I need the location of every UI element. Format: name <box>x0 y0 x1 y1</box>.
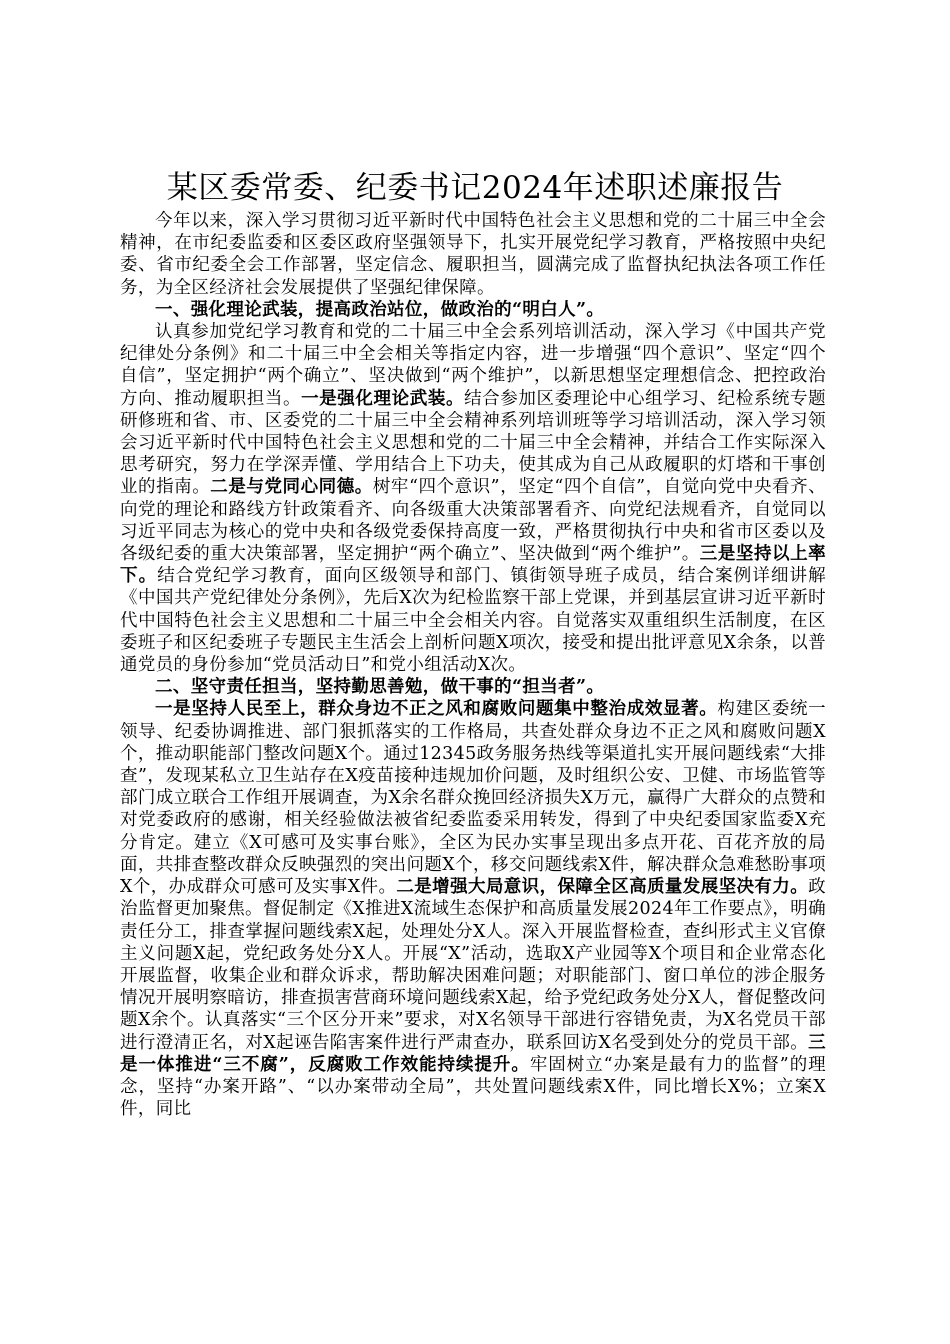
section-1-heading: 一、强化理论武装，提高政治站位，做政治的“明白人”。 <box>155 299 605 320</box>
section-2-point-3: 三是一体推进“三不腐”，反腐败工作效能持续提升。 <box>120 1032 826 1075</box>
section-1-text-3: 树牢“四个意识”，坚定“四个自信”，自觉向党中央看齐、向党的理论和路线方针政策看齐、向各级重大决策部署看齐、向党纪法规看齐，自觉同以习近平同志为核心的党中央和各级党委保持高度一致，严格贯彻执行中央和省市区委以及各级纪委的重大决策部署，坚定拥护“两个确立”、坚决做到“两个维护”。 <box>120 477 826 565</box>
section-1-text-4: 结合党纪学习教育，面向区级领导和部门、镇街领导班子成员，结合案例详细讲解《中国共产党纪律处分条例》，先后X次为纪检监察干部上党课，并到基层宣讲习近平新时代中国特色社会主义思想和二十届三中全会相关内容。自觉落实双重组织生活制度，在区委班子和区纪委班子专题民主生活会上剖析问题X项次，接受和提出批评意见X余条，以普通党员的身份参加“党员活动日”和党小组活动X次。 <box>120 566 826 676</box>
section-2-paragraph <box>120 698 826 1120</box>
section-1-paragraph <box>120 321 826 676</box>
section-1-text-2: 结合参加区委理论中心组学习、纪检系统专题研修班和省、市、区委党的二十届三中全会精神系列培训班等学习培训活动，深入学习领会习近平新时代中国特色社会主义思想和党的二十届三中全会精神，并结合工作实际深入思考研究，努力在学深弄懂、学用结合上下功夫，使其成为自己从政履职的灯塔和干事创业的指南。 <box>120 388 826 498</box>
section-2-text-3: 牢固树立“办案是最有力的监督”的理念，坚持“办案开路”、“以办案带动全局”，共处置问题线索X件，同比增长X%；立案X件，同比 <box>120 1054 827 1120</box>
section-1-point-1: 一是强化理论武装。 <box>301 388 465 409</box>
section-2-point-1: 一是坚持人民至上，群众身边不正之风和腐败问题集中整治成效显著。 <box>155 699 718 720</box>
section-2-text-2: 政治监督更加聚焦。督促制定《X推进X流域生态保护和高质量发展2024年工作要点》，明确责任分工，排查掌握问题线索X起，处理处分X人。深入开展监督检查，查纠形式主义官僚主义问题X起，党纪政务处分X人。开展“X”活动，选取X产业园等X个项目和企业常态化开展监督，收集企业和群众诉求，帮助解决困难问题；对职能部门、窗口单位的涉企服务情况开展明察暗访，排查损害营商环境问题线索X起，给予党纪政务处分X人，督促整改问题X余个。认真落实“三个区分开来”要求，对X名领导干部进行容错免责，为X名党员干部进行澄清正名，对X起诬告陷害案件进行严肃查办，联系回访X名受到处分的党员干部。 <box>120 877 826 1053</box>
section-2-heading: 二、坚守责任担当，坚持勤思善勉，做干事的“担当者”。 <box>155 677 605 698</box>
document-title: 某区委常委、纪委书记2024年述职述廉报告 <box>166 170 784 206</box>
section-2-point-2: 二是增强大局意识，保障全区高质量发展坚决有力。 <box>396 877 809 898</box>
section-1-point-3: 三是坚持以上率下。 <box>120 544 827 587</box>
section-2-text-1: 构建区委统一领导、纪委协调推进、部门狠抓落实的工作格局，共查处群众身边不正之风和腐败问题X个，推动职能部门整改问题X个。通过12345政务服务热线等渠道扎实开展问题线索“大排查”，发现某私立卫生站存在X疫苗接种违规加价问题，及时组织公安、卫健、市场监管等部门成立联合工作组开展调查，为X余名群众挽回经济损失X万元，赢得广大群众的点赞和对党委政府的感谢，相关经验做法被省纪委监委采用转发，得到了中央纪委国家监委X充分肯定。建立《X可感可及实事台账》，全区为民办实事呈现出多点开花、百花齐放的局面，共排查整改群众反映强烈的突出问题X个，移交问题线索X件，解决群众急难愁盼事项X个，办成群众可感可及实事X件。 <box>120 699 826 898</box>
section-1-point-2: 二是与党同心同德。 <box>210 477 373 498</box>
section-1-text-1: 认真参加党纪学习教育和党的二十届三中全会系列培训活动，深入学习《中国共产党纪律处分条例》和二十届三中全会相关等指定内容，进一步增强“四个意识”、坚定“四个自信”，坚定拥护“两个确立”、坚决做到“两个维护”，以新思想坚定理想信念、把控政治方向、推动履职担当。 <box>120 322 826 409</box>
intro-paragraph: 今年以来，深入学习贯彻习近平新时代中国特色社会主义思想和党的二十届三中全会精神，在市纪委监委和区委区政府坚强领导下，扎实开展党纪学习教育，严格按照中央纪委、省市纪委全会工作部署，坚定信念、履职担当，圆满完成了监督执纪执法各项工作任务，为全区经济社会发展提供了坚强纪律保障。 <box>120 211 826 298</box>
document-body <box>120 210 826 1120</box>
